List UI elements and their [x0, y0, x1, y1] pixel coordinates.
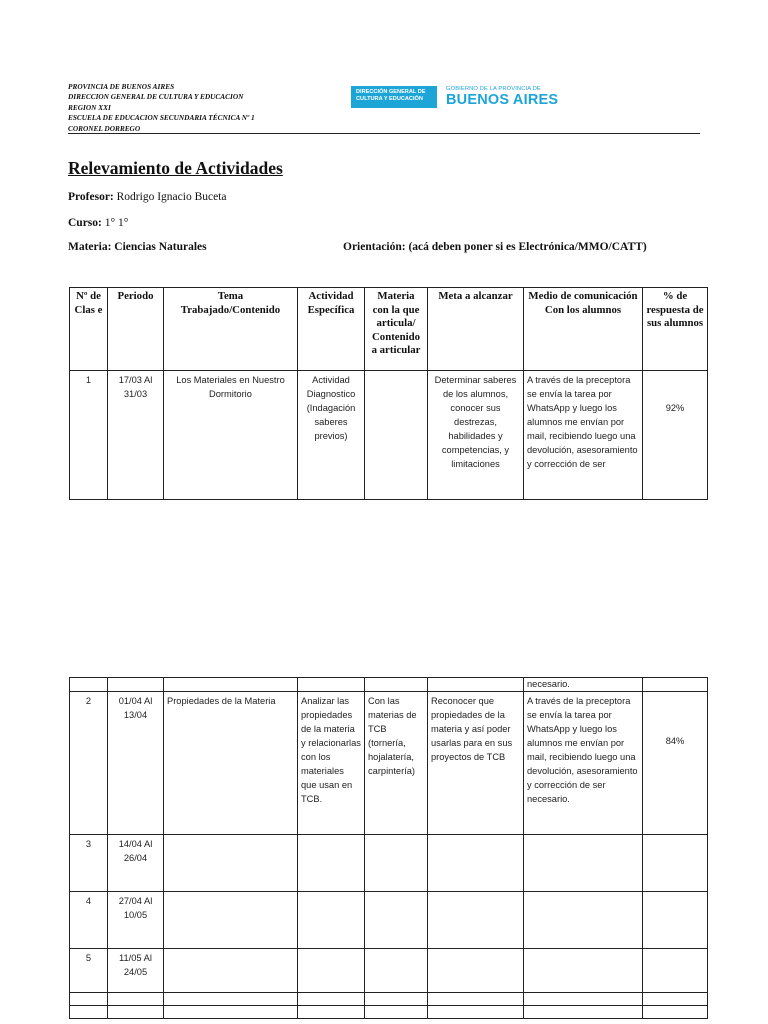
cell-pct [643, 678, 708, 692]
cell-n: 5 [70, 949, 108, 993]
cell-tema [164, 949, 298, 993]
header-cell: Medio de comunicación Con los alumnos [524, 288, 643, 371]
cell-pct: 84% [643, 692, 708, 835]
logo-wordmark [446, 87, 558, 107]
letterhead-line: REGION XXI [68, 102, 111, 112]
cell-materia [365, 949, 428, 993]
cell-empty [164, 993, 298, 1006]
cell-pct [643, 949, 708, 993]
cell-meta: Determinar saberes de los alumnos, conocer sus destrezas, habilidades y competencias, y limitaciones [428, 371, 524, 500]
cell-empty [298, 1006, 365, 1019]
cell-medio [524, 892, 643, 949]
table-row [70, 678, 708, 692]
table-row [70, 1006, 708, 1019]
cell-materia [365, 835, 428, 892]
profesor-field [68, 191, 227, 203]
logo-big-text: BUENOS AIRES [446, 91, 559, 108]
cell-materia [365, 371, 428, 500]
cell-actividad [298, 835, 365, 892]
curso-field [68, 217, 128, 229]
header-cell: Meta a alcanzar [428, 288, 524, 371]
header-divider [68, 133, 700, 134]
cell-tema [164, 892, 298, 949]
cell-tema: Propiedades de la Materia [164, 692, 298, 835]
document-title: Relevamiento de Actividades [68, 158, 283, 178]
logo-box-line: DIRECCIÓN GENERAL DE [356, 89, 426, 95]
profesor-value: Rodrigo Ignacio Buceta [116, 191, 227, 203]
cell-periodo: 11/05 Al 24/05 [108, 949, 164, 993]
cell-empty [524, 1006, 643, 1019]
table-row [70, 692, 708, 835]
letterhead-text [68, 82, 255, 134]
table-row [70, 835, 708, 892]
cell-n: 4 [70, 892, 108, 949]
cell-empty [70, 1006, 108, 1019]
cell-periodo: 01/04 Al 13/04 [108, 692, 164, 835]
cell-meta: Reconocer que propiedades de la materia y así poder usarlas para en sus proyectos de TCB [428, 692, 524, 835]
cell-meta [428, 678, 524, 692]
cell-pct: 92% [643, 371, 708, 500]
cell-actividad [298, 949, 365, 993]
orientacion-field: Orientación: (acá deben poner si es Electrónica/MMO/CATT) [343, 241, 647, 253]
logo-box-line: CULTURA Y EDUCACIÓN [356, 96, 423, 102]
government-logo [351, 86, 558, 108]
logo-small-text: GOBIERNO DE LA PROVINCIA DE [446, 85, 541, 92]
letterhead-line: PROVINCIA DE BUENOS AIRES [68, 82, 175, 91]
cell-pct [643, 835, 708, 892]
cell-materia [365, 678, 428, 692]
cell-tema: Los Materiales en Nuestro Dormitorio [164, 371, 298, 500]
cell-meta [428, 892, 524, 949]
cell-empty [643, 993, 708, 1006]
table-row [70, 892, 708, 949]
cell-empty [164, 1006, 298, 1019]
cell-meta [428, 949, 524, 993]
header-cell: % de respuesta de sus alumnos [643, 288, 708, 371]
cell-empty [428, 1006, 524, 1019]
cell-medio-cont: necesario. [524, 678, 643, 692]
cell-periodo: 14/04 Al 26/04 [108, 835, 164, 892]
activities-table-continued [69, 677, 708, 1019]
profesor-label: Profesor: [68, 191, 114, 203]
table-row [70, 993, 708, 1006]
header-cell: Actividad Específica [298, 288, 365, 371]
cell-meta [428, 835, 524, 892]
table-row [70, 371, 708, 500]
activities-table [69, 287, 708, 500]
cell-actividad [298, 678, 365, 692]
letterhead-line: ESCUELA DE EDUCACION SECUNDARIA TÉCNICA Nº 1 [68, 113, 255, 123]
letterhead-line: CORONEL DORREGO [68, 123, 141, 133]
table-header-row [70, 288, 708, 371]
cell-n: 2 [70, 692, 108, 835]
cell-periodo: 17/03 Al 31/03 [108, 371, 164, 500]
cell-empty [108, 993, 164, 1006]
header-cell: Tema Trabajado/Contenido [164, 288, 298, 371]
cell-pct [643, 892, 708, 949]
header-cell: Nº de Clas e [70, 288, 108, 371]
cell-empty [643, 1006, 708, 1019]
table-row [70, 949, 708, 993]
cell-n: 3 [70, 835, 108, 892]
cell-empty [428, 993, 524, 1006]
cell-periodo [108, 678, 164, 692]
cell-empty [298, 993, 365, 1006]
materia-field: Materia: Ciencias Naturales [68, 241, 207, 253]
cell-medio [524, 835, 643, 892]
header-cell: Materia con la que articula/ Contenido a articular [365, 288, 428, 371]
logo-box [351, 86, 437, 108]
cell-medio: A través de la preceptora se envía la tarea por WhatsApp y luego los alumnos me envían por mail, recibiendo luego una devolución, asesoramiento y corrección de ser [524, 371, 643, 500]
cell-n [70, 678, 108, 692]
cell-tema [164, 835, 298, 892]
cell-medio: A través de la preceptora se envía la tarea por WhatsApp y luego los alumnos me envían por mail, recibiendo luego una devolución, asesoramiento y corrección de ser necesario. [524, 692, 643, 835]
cell-actividad [298, 892, 365, 949]
cell-materia [365, 892, 428, 949]
cell-empty [365, 993, 428, 1006]
letterhead-line: DIRECCION GENERAL DE CULTURA Y EDUCACION [68, 92, 244, 102]
cell-actividad: Actividad Diagnostico (Indagación saberes previos) [298, 371, 365, 500]
header-cell: Periodo [108, 288, 164, 371]
cell-tema [164, 678, 298, 692]
cell-empty [108, 1006, 164, 1019]
cell-empty [365, 1006, 428, 1019]
cell-empty [70, 993, 108, 1006]
cell-medio [524, 949, 643, 993]
cell-materia: Con las materias de TCB (tornería, hojalatería, carpintería) [365, 692, 428, 835]
curso-value: 1° 1° [104, 217, 129, 229]
cell-n: 1 [70, 371, 108, 500]
cell-periodo: 27/04 Al 10/05 [108, 892, 164, 949]
cell-empty [524, 993, 643, 1006]
curso-label: Curso: [68, 217, 102, 229]
cell-actividad: Analizar las propiedades de la materia y relacionarlas con los materiales que usan en TCB. [298, 692, 365, 835]
